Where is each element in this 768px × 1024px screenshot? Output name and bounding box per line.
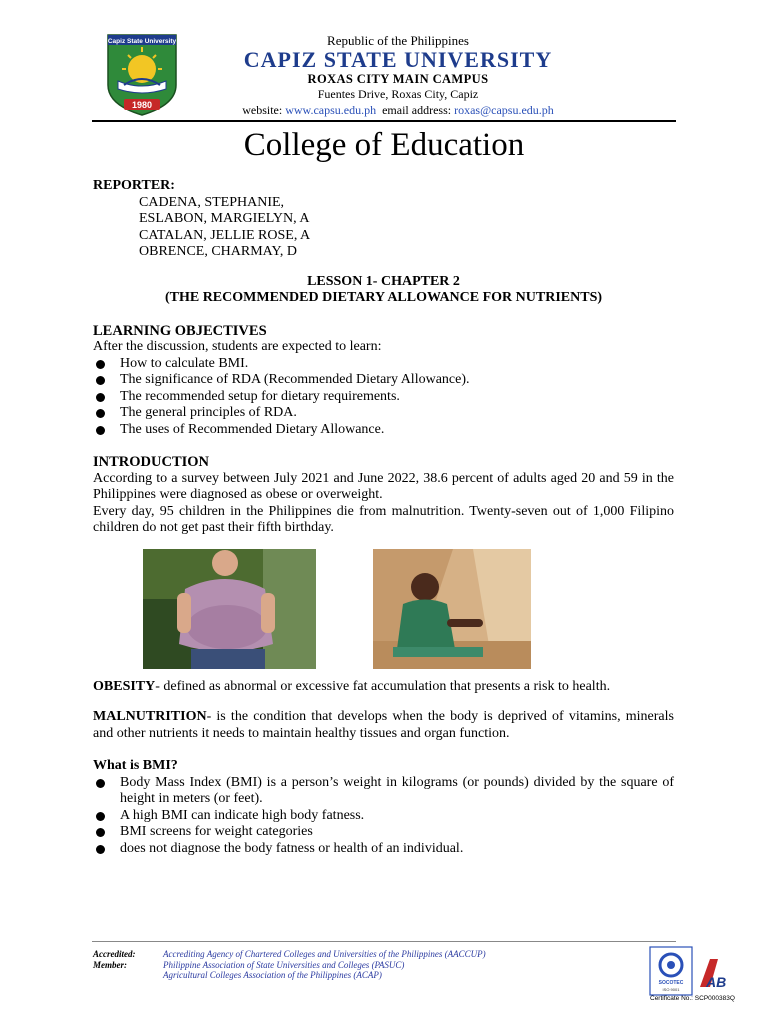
- footer-divider: [92, 941, 676, 942]
- obesity-definition: [93, 679, 674, 696]
- reporter-name: OBRENCE, CHARMAY, D: [139, 244, 297, 259]
- reporter-list: [139, 195, 674, 261]
- certificate-number: Certificate No.: SCP000383Q: [650, 995, 735, 1002]
- accredited-label: Accredited:: [93, 949, 136, 959]
- republic-line: Republic of the Philippines: [327, 33, 469, 48]
- malnutrition-term: MALNUTRITION: [93, 709, 207, 724]
- obesity-term: OBESITY: [93, 678, 156, 694]
- list-item: does not diagnose the body fatness or health of an individual.: [93, 841, 674, 858]
- obesity-text: - defined as abnormal or excessive fat accumulation that presents a risk to health.: [155, 678, 611, 694]
- email-link[interactable]: roxas@capsu.edu.ph: [454, 103, 554, 117]
- objectives-title: LEARNING OBJECTIVES: [93, 322, 267, 339]
- lesson-title: LESSON 1- CHAPTER 2: [307, 273, 460, 289]
- header-divider: [92, 120, 676, 122]
- letterhead: [188, 33, 608, 118]
- logo-text: Capiz State University: [107, 38, 177, 45]
- member-value: Philippine Association of State Universities and Colleges (PASUC): [163, 959, 405, 970]
- lesson-subtitle: (THE RECOMMENDED DIETARY ALLOWANCE FOR NUTRIENTS): [164, 290, 603, 305]
- logo-year: 1980: [131, 100, 153, 110]
- lesson-heading: [93, 274, 674, 307]
- photo-row: [93, 549, 674, 679]
- bmi-title: What is BMI?: [93, 758, 178, 773]
- campus-address: Fuentes Drive, Roxas City, Capiz: [317, 87, 479, 101]
- list-item: The uses of Recommended Dietary Allowance.: [93, 422, 674, 439]
- reporter-name: CADENA, STEPHANIE,: [139, 194, 285, 210]
- list-item: The significance of RDA (Recommended Dietary Allowance).: [93, 372, 674, 389]
- cert-iso: ISO 9001: [662, 987, 680, 992]
- university-logo: [104, 33, 180, 117]
- list-item: Body Mass Index (BMI) is a person’s weight in kilograms (or pounds) divided by the square of height in meters (or feet).: [93, 775, 674, 808]
- introduction-paragraph: According to a survey between July 2021 and June 2022, 38.6 percent of adults aged 20 and 59 in the Philippines were diagnosed as obese or overweight.: [93, 470, 674, 502]
- website-label: website:: [242, 103, 283, 117]
- introduction-title: INTRODUCTION: [93, 454, 210, 470]
- member-value: Agricultural Colleges Association of the Philippines (ACAP): [163, 970, 382, 980]
- introduction-paragraph: Every day, 95 children in the Philippines die from malnutrition. Twenty-seven out of 1,000 Filipino children do not get past their fifth birthday.: [93, 503, 674, 535]
- college-title: College of Education: [243, 127, 525, 163]
- obese-man-photo: [143, 549, 316, 669]
- reporter-label: REPORTER:: [93, 178, 175, 193]
- campus-name: ROXAS CITY MAIN CAMPUS: [307, 72, 489, 86]
- objectives-intro: After the discussion, students are expected to learn:: [93, 339, 382, 354]
- member-label: Member:: [93, 959, 127, 970]
- bmi-list: [93, 775, 674, 858]
- svg-text:AB: AB: [706, 974, 727, 990]
- document-body: [93, 178, 674, 857]
- cert-brand: SOCOTEC: [658, 980, 684, 986]
- accredited-value: Accrediting Agency of Chartered Colleges and Universities of the Philippines (AACCUP): [163, 949, 486, 959]
- email-label: email address:: [382, 103, 452, 117]
- malnutrition-definition: [93, 709, 674, 742]
- list-item: How to calculate BMI.: [93, 356, 674, 373]
- list-item: A high BMI can indicate high body fatness.: [93, 808, 674, 825]
- malnourished-child-photo: [373, 549, 531, 669]
- website-link[interactable]: www.capsu.edu.ph: [285, 103, 377, 117]
- objectives-list: [93, 356, 674, 439]
- accreditation-footer: [93, 949, 486, 981]
- contact-line: [188, 102, 608, 118]
- list-item: BMI screens for weight categories: [93, 824, 674, 841]
- malnutrition-text: - is the condition that develops when the body is deprived of vitamins, minerals and other nutrients it needs to maintain healthy tissues and organ function.: [93, 709, 674, 741]
- list-item: The general principles of RDA.: [93, 405, 674, 422]
- university-name: CAPIZ STATE UNIVERSITY: [243, 47, 553, 72]
- reporter-name: ESLABON, MARGIELYN, A: [139, 211, 310, 226]
- list-item: The recommended setup for dietary requirements.: [93, 389, 674, 406]
- reporter-name: CATALAN, JELLIE ROSE, A: [139, 227, 311, 243]
